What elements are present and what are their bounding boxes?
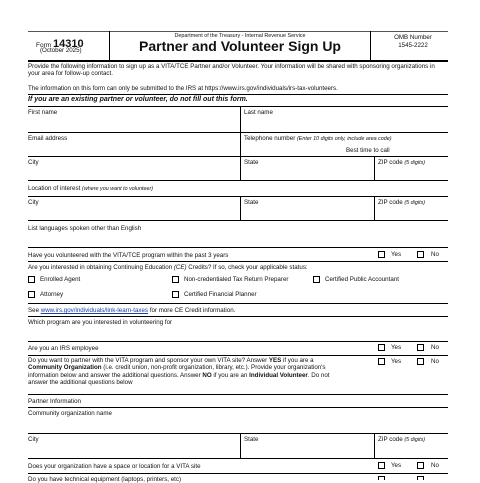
cell-divider [240,132,241,156]
rule [28,94,448,95]
rule [28,247,448,248]
cfp-checkbox[interactable] [172,291,179,298]
which-program-question: Which program are you interested in volunteering for [28,319,173,326]
org-space-no-checkbox[interactable] [417,462,424,469]
location-interest-label: Location of interest (where you want to volunteer) [28,185,154,192]
cell-divider [374,196,375,220]
cell-divider [240,106,241,133]
cpa-label: Certified Public Accountant [325,276,399,283]
irs-employee-yes-checkbox[interactable] [378,344,385,351]
telephone-label: Telephone number (Enter 10 digits only, include area code) [244,135,392,142]
cell-divider [240,156,241,180]
ce-info-line: See www.irs.gov/individuals/link-learn-taxes for more CE Credit information. [28,307,236,314]
rule [28,180,448,181]
form-prefix: Form [36,42,52,49]
header-divider-left [109,31,110,61]
rule [28,355,448,356]
department-name: Department of the Treasury - Internal Revenue Service [174,33,306,39]
rule [28,433,448,434]
state-label: State [244,436,259,443]
volunteered-yes-checkbox[interactable] [378,251,385,258]
non-credentialed-checkbox[interactable] [172,276,179,283]
attorney-checkbox[interactable] [28,291,35,298]
cpa-checkbox[interactable] [313,276,320,283]
org-space-yes-checkbox[interactable] [378,462,385,469]
org-name-label: Community organization name [28,410,112,417]
no-label: No [431,462,439,469]
tech-equipment-question: Do you have technical equipment (laptops, printers, etc) [28,476,182,483]
submission-note: The information on this form can only be submitted to the IRS at https://www.irs.gov/individuals/irs-tax-volunteers. [28,85,338,92]
form-number: 14310 [52,38,84,50]
rule [28,106,448,107]
cell-divider [240,196,241,220]
rule [28,196,448,197]
link-learn-taxes-link[interactable]: www.irs.gov/individuals/link-learn-taxes [40,307,149,314]
rule [28,156,448,157]
city-label: City [28,436,39,443]
omb-label: OMB Number [394,34,432,41]
enrolled-agent-checkbox[interactable] [28,276,35,283]
rule [28,458,448,459]
zip-label: ZIP code (5 digits) [378,159,426,166]
email-label: Email address [28,135,68,142]
zip-label: ZIP code (5 digits) [378,199,426,206]
cfp-label: Certified Financial Planner [184,291,257,298]
city-label: City [28,159,39,166]
rule [28,261,448,262]
rule [28,407,448,408]
existing-partner-notice: If you are an existing partner or volunteer, do not fill out this form. [28,96,248,103]
org-space-question: Does your organization have a space or location for a VITA site [28,463,201,470]
irs-employee-no-checkbox[interactable] [417,344,424,351]
state-label: State [244,199,259,206]
tech-no-checkbox[interactable] [417,476,424,480]
tech-yes-checkbox[interactable] [378,476,385,480]
volunteered-question: Have you volunteered with the VITA/TCE program within the past 3 years [28,252,229,259]
omb-block [378,34,448,50]
rule [28,132,448,133]
no-label: No [431,358,439,365]
omb-number: 1545-2222 [398,42,428,49]
last-name-label: Last name [244,109,273,116]
zip-label: ZIP code (5 digits) [378,436,426,443]
rule [28,394,448,395]
revision-date: (October 2025) [40,47,82,54]
non-credentialed-label: Non-credentialed Tax Return Preparer [184,276,289,283]
rule [28,220,448,221]
volunteered-no-checkbox[interactable] [417,251,424,258]
partner-section-title: Partner Information [28,398,81,405]
best-time-label: Best time to call [346,147,390,154]
state-label: State [244,159,259,166]
rule [28,341,448,342]
rule [28,473,448,474]
form-title: Partner and Volunteer Sign Up [139,38,341,54]
no-label: No [431,344,439,351]
no-label: No [431,251,439,258]
city-label: City [28,199,39,206]
cell-divider [240,433,241,458]
cell-divider [374,156,375,180]
partner-no-checkbox[interactable] [417,358,424,365]
rule [28,316,448,317]
partner-yes-checkbox[interactable] [378,358,385,365]
ce-credits-question: Are you interested in obtaining Continuing Education (CE) Credits? If so, check your applicable status: [28,264,308,271]
yes-label: Yes [391,462,402,469]
cell-divider [374,433,375,458]
partner-question: Do you want to partner with the VITA program and sponsor your own VITA site? Answer YES if you are a Community Organization (i.e. credit union, non-profit organization, library, etc.). Provide your organization's information below and answer the additional questions. Answer NO if you are an Individual Volunteer. Do not answer the additional questions below [28,357,330,387]
attorney-label: Attorney [40,291,64,298]
yes-label: Yes [391,251,402,258]
yes-label: Yes [391,358,402,365]
rule [28,303,448,304]
top-rule [28,31,448,32]
irs-employee-question: Are you an IRS employee [28,345,99,352]
header-divider-right [370,31,371,61]
languages-label: List languages spoken other than English [28,225,142,232]
enrolled-agent-label: Enrolled Agent [40,276,81,283]
yes-label: Yes [391,344,402,351]
intro-paragraph: Provide the following information to sign up as a VITA/TCE Partner and/or Volunteer. Your information will be shared with sponsoring organizations in your area for follow-up contact. [28,63,435,78]
first-name-label: First name [28,109,58,116]
header-bottom-rule [28,60,448,62]
